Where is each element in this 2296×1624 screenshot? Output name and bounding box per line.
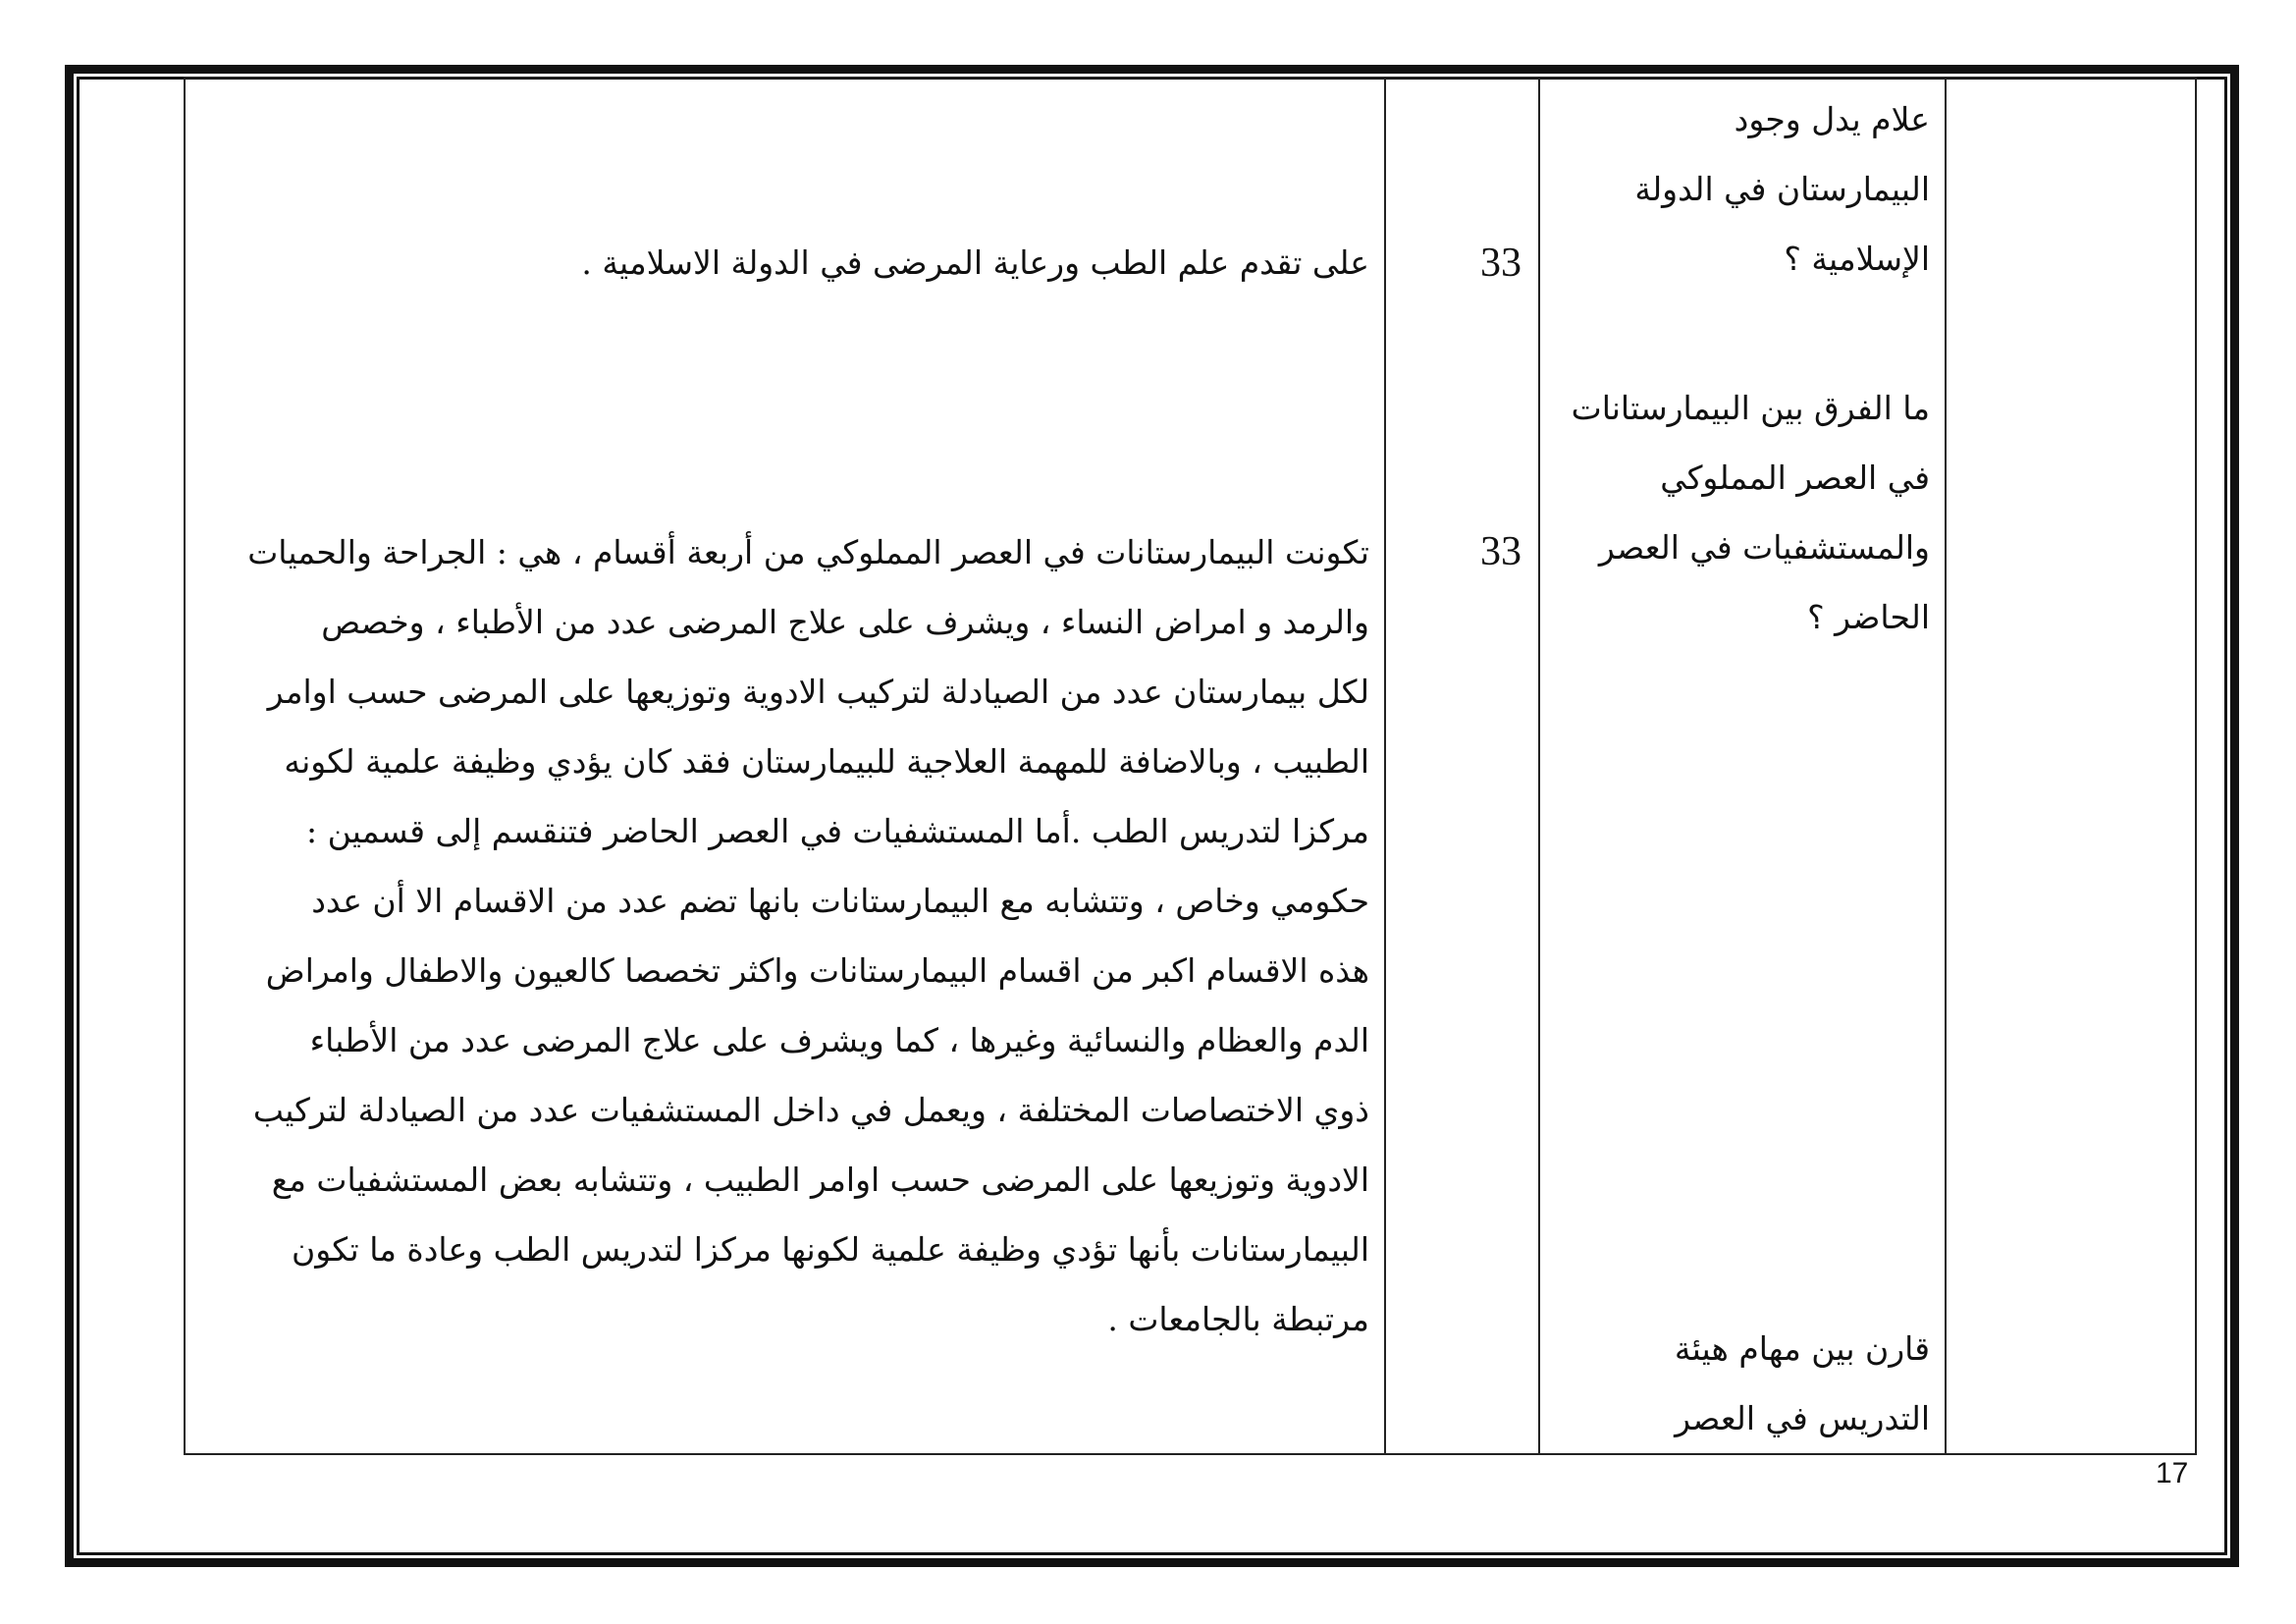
question-line: الإسلامية ؟ bbox=[1784, 240, 1930, 278]
page-ref-1: 33 bbox=[1480, 241, 1522, 286]
question-cell-2 bbox=[1561, 373, 1930, 652]
question-cell-3 bbox=[1561, 1314, 1930, 1453]
column-divider-question bbox=[1945, 77, 1947, 1455]
answer-line: مرتبطة بالجامعات . bbox=[1107, 1300, 1369, 1338]
answer-line: الطبيب ، وبالاضافة للمهمة العلاجية للبيمارستان فقد كان يؤدي وظيفة علمية لكونه bbox=[284, 742, 1369, 781]
answer-line: الادوية وتوزيعها على المرضى حسب اوامر الطبيب ، وتتشابه بعض المستشفيات مع bbox=[271, 1161, 1369, 1199]
question-cell-1 bbox=[1561, 84, 1930, 294]
answer-line: هذه الاقسام اكبر من اقسام البيمارستانات واكثر تخصصا كالعيون والاطفال وامراض bbox=[265, 951, 1369, 990]
page-number: 17 bbox=[2156, 1457, 2189, 1489]
table-left-border bbox=[184, 77, 186, 1455]
answer-line: لكل بيمارستان عدد من الصيادلة لتركيب الادوية وتوزيعها على المرضى حسب اوامر bbox=[267, 673, 1369, 711]
answer-cell-2 bbox=[211, 517, 1369, 1354]
table-bottom-border bbox=[184, 1453, 2197, 1455]
question-line: والمستشفيات في العصر bbox=[1598, 528, 1930, 567]
answer-line: على تقدم علم الطب ورعاية المرضى في الدولة الاسلامية . bbox=[581, 244, 1369, 282]
question-line: في العصر المملوكي bbox=[1660, 459, 1930, 497]
answer-line: والرمد و امراض النساء ، ويشرف على علاج المرضى عدد من الأطباء ، وخصص bbox=[321, 603, 1369, 641]
answer-line: تكونت البيمارستانات في العصر المملوكي من أربعة أقسام ، هي : الجراحة والحميات bbox=[247, 533, 1369, 571]
page-ref-2: 33 bbox=[1480, 529, 1522, 574]
question-line: التدريس في العصر bbox=[1675, 1399, 1930, 1437]
answer-line: مركزا لتدريس الطب .أما المستشفيات في العصر الحاضر فتنقسم إلى قسمين : bbox=[306, 812, 1369, 850]
question-line: الحاضر ؟ bbox=[1807, 598, 1930, 636]
question-line: علام يدل وجود bbox=[1734, 100, 1930, 138]
table-top-border bbox=[184, 77, 2197, 79]
answer-line: ذوي الاختصاصات المختلفة ، ويعمل في داخل المستشفيات عدد من الصيادلة لتركيب bbox=[252, 1091, 1369, 1129]
answer-cell-1 bbox=[211, 228, 1369, 298]
question-line: قارن بين مهام هيئة bbox=[1674, 1329, 1930, 1368]
answer-line: البيمارستانات بأنها تؤدي وظيفة علمية لكونها مركزا لتدريس الطب وعادة ما تكون bbox=[292, 1230, 1369, 1269]
answer-line: الدم والعظام والنسائية وغيرها ، كما ويشرف على علاج المرضى عدد من الأطباء bbox=[309, 1021, 1369, 1059]
question-line: ما الفرق بين البيمارستانات bbox=[1571, 389, 1930, 427]
question-line: البيمارستان في الدولة bbox=[1634, 170, 1930, 208]
table-right-border bbox=[2195, 77, 2197, 1455]
answer-line: حكومي وخاص ، وتتشابه مع البيمارستانات بانها تضم عدد من الاقسام الا أن عدد bbox=[311, 882, 1369, 920]
column-divider-answer bbox=[1384, 77, 1386, 1455]
